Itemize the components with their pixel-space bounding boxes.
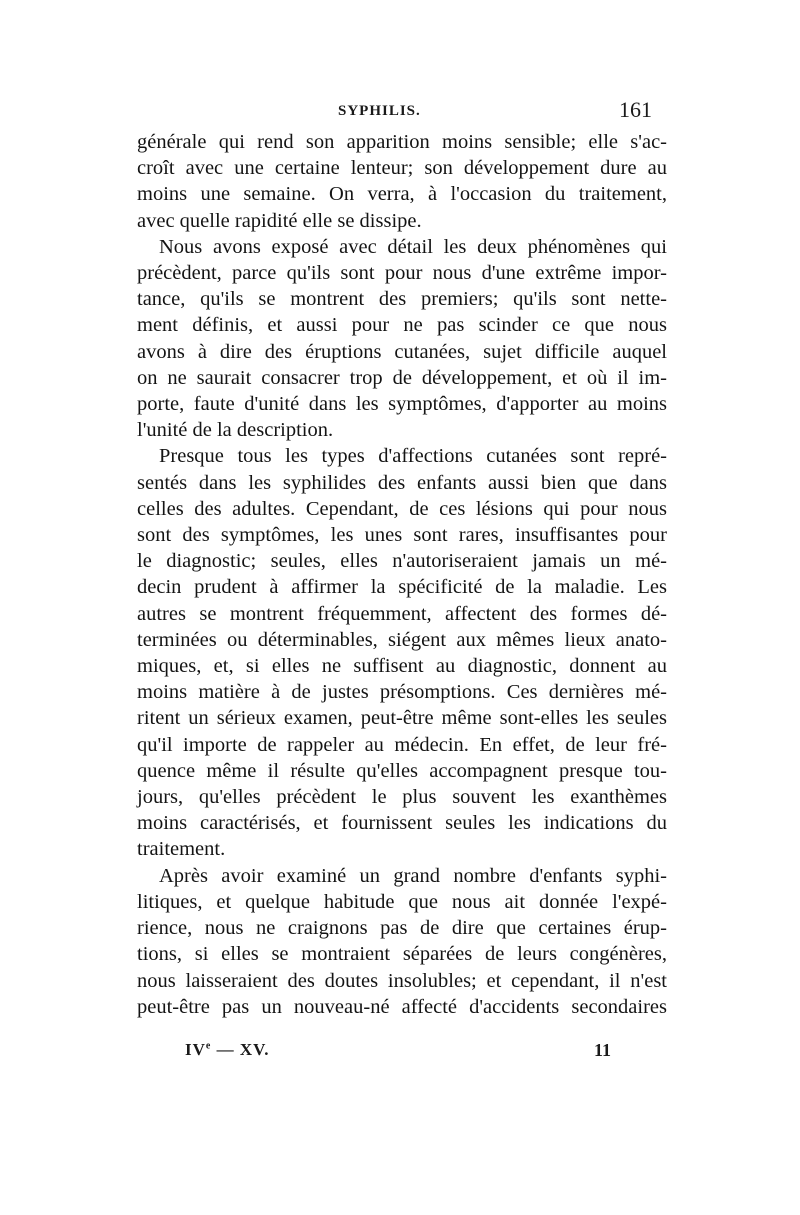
text-line: miques, et, si elles ne suffisent au diagnostic, donnent au [137,655,667,678]
running-head [138,97,658,127]
text-line: avec quelle rapidité elle se dissipe. [137,209,422,232]
text-line: Après avoir examiné un grand nombre d'enfants syphi- [159,864,667,887]
text-line: précèdent, parce qu'ils sont pour nous d'une extrême impor- [137,262,667,285]
text-line: quence même il résulte qu'elles accompagnent presque tou- [137,759,667,782]
text-line: croît avec une certaine lenteur; son développement dure au [137,157,667,180]
text-line: litiques, et quelque habitude que nous ait donnée l'expé- [137,890,667,913]
paragraph-2 [137,234,667,444]
text-line: moins matière à de justes présomptions. Ces dernières mé- [137,681,667,704]
text-line: terminées ou déterminables, siégent aux mêmes lieux anato- [137,628,667,651]
signature-rest: — XV. [211,1040,270,1059]
text-line: ment définis, et aussi pour ne pas scinder ce que nous [137,314,667,337]
text-line: on ne saurait consacrer trop de développement, et où il im- [137,366,667,389]
gathering-number: 11 [594,1040,612,1060]
paragraph-3 [137,443,667,862]
page-footer [137,1040,667,1066]
signature-mark [185,1040,269,1060]
text-line: rience, nous ne craignons pas de dire que certaines érup- [137,917,667,940]
text-line: autres se montrent fréquemment, affectent des formes dé- [137,602,667,625]
text-line: decin prudent à affirmer la spécificité de la maladie. Les [137,576,667,599]
text-line: sont des symptômes, les unes sont rares, insuffisantes pour [137,524,667,547]
text-line: porte, faute d'unité dans les symptômes, d'apporter au moins [137,393,667,416]
text-line: sentés dans les syphilides des enfants aussi bien que dans [137,471,667,494]
signature-superscript: e [205,1040,212,1052]
text-line: tions, si elles se montraient séparées de leurs congénères, [137,943,667,966]
text-line: le diagnostic; seules, elles n'autoriseraient jamais un mé- [137,550,667,573]
text-line: traitement. [137,838,226,861]
text-line: jours, qu'elles précèdent le plus souvent les exanthèmes [137,786,667,809]
text-line: celles des adultes. Cependant, de ces lésions qui pour nous [137,497,667,520]
text-line: ritent un sérieux examen, peut-être même sont-elles les seules [137,707,667,730]
text-line: Nous avons exposé avec détail les deux phénomènes qui [159,235,667,258]
text-line: tance, qu'ils se montrent des premiers; qu'ils sont nette- [137,288,667,311]
paragraph-1 [137,129,667,234]
page-number: 161 [619,97,652,122]
text-line: nous laisseraient des doutes insolubles; et cependant, il n'est [137,969,667,992]
body-text [137,129,667,1020]
text-line: moins une semaine. On verra, à l'occasion du traitement, [137,183,667,206]
signature-roman: IV [185,1040,206,1059]
text-line: peut-être pas un nouveau-né affecté d'accidents secondaires [137,995,667,1018]
text-line: qu'il importe de rappeler au médecin. En effet, de leur fré- [137,733,667,756]
text-line: avons à dire des éruptions cutanées, sujet difficile auquel [137,340,667,363]
text-line: générale qui rend son apparition moins sensible; elle s'ac- [137,131,667,153]
text-line: l'unité de la description. [137,419,334,442]
running-title: SYPHILIS. [338,103,421,119]
paragraph-4 [137,863,667,1020]
text-line: Presque tous les types d'affections cutanées sont repré- [159,445,667,468]
text-line: moins caractérisés, et fournissent seules les indications du [137,812,667,835]
